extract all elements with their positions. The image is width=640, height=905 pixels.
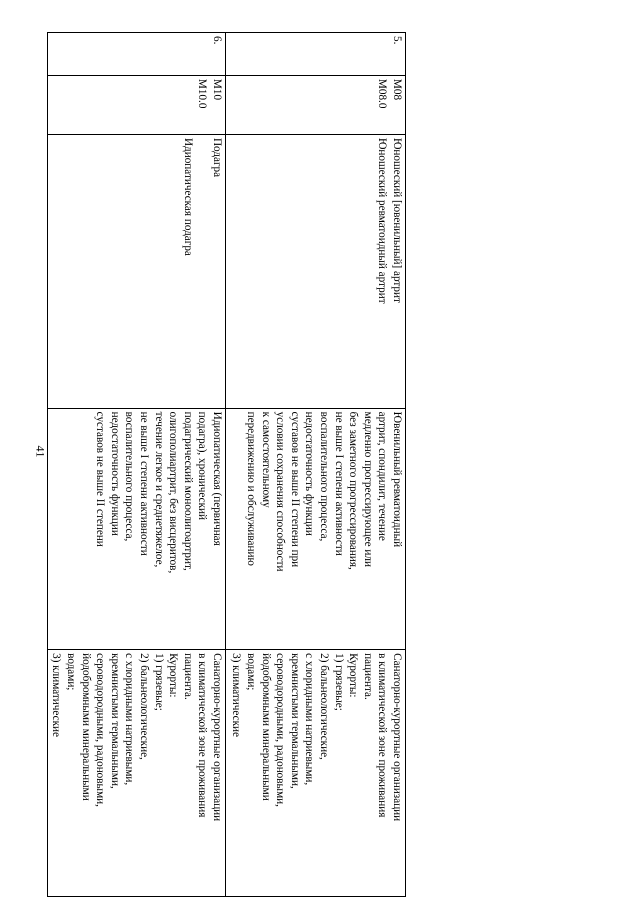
diagnosis-names [226,134,406,408]
row-number: 5. [226,33,406,76]
table-row [226,33,406,897]
disease-form: Ювенильный ревматоидный артрит, спондилит, течение медленно прогрессирующее или без заметного прогрессирования, не выше I степени активности воспалительного процесса, недостаточность функции суставов не выше II степени при условии сохранения способности к самостоятельному передвижению и обслуживанию [226,408,406,649]
icd-codes [226,75,406,134]
resort-recommendations: Санаторно-курортные организации в климатической зоне проживания пациента. Курорты: 1) грязевые; 2) бальнеологические, с хлоридными натриевыми, кремнистыми термальными, сероводородными, радоновыми, йодобромными минеральными водами; 3) климатические [226,650,406,897]
resort-recommendations: Санаторно-курортные организации в климатической зоне проживания пациента. Курорты: 1) грязевые; 2) бальнеологические, с хлоридными натриевыми, кремнистыми термальными, сероводородными, радоновыми, йодобромными минеральными водами; 3) климатические [47,650,225,897]
diagnosis: Подагра [211,137,223,178]
diagnosis-names [47,134,225,408]
diagnosis: Юношеский ревматоидный артрит [376,137,389,304]
icd-code: M10 [211,78,223,101]
row-number: 6. [47,33,225,76]
table-row [47,33,225,897]
disease-form: Идиопатическая (первичная подагра), хронический подагрический моноолигоартрит, олигополиартрит, без висцеритов, течение легкое и среднетяжелое, не выше I степени активности воспалительного процесса, недостаточность функции суставов не выше II степени [47,408,225,649]
icd-codes [47,75,225,134]
rotated-page [50,32,406,897]
page-number: 41 [33,445,48,458]
icd-code: M08 [391,78,403,101]
icd-code: M10.0 [196,78,209,109]
table-wrapper [50,32,406,897]
diagnosis: Идиопатическая подагра [182,137,195,256]
icd-code: M08.0 [376,78,389,109]
diagnosis: Юношеский [ювенильный] артрит [391,137,403,303]
indications-table [47,32,406,897]
